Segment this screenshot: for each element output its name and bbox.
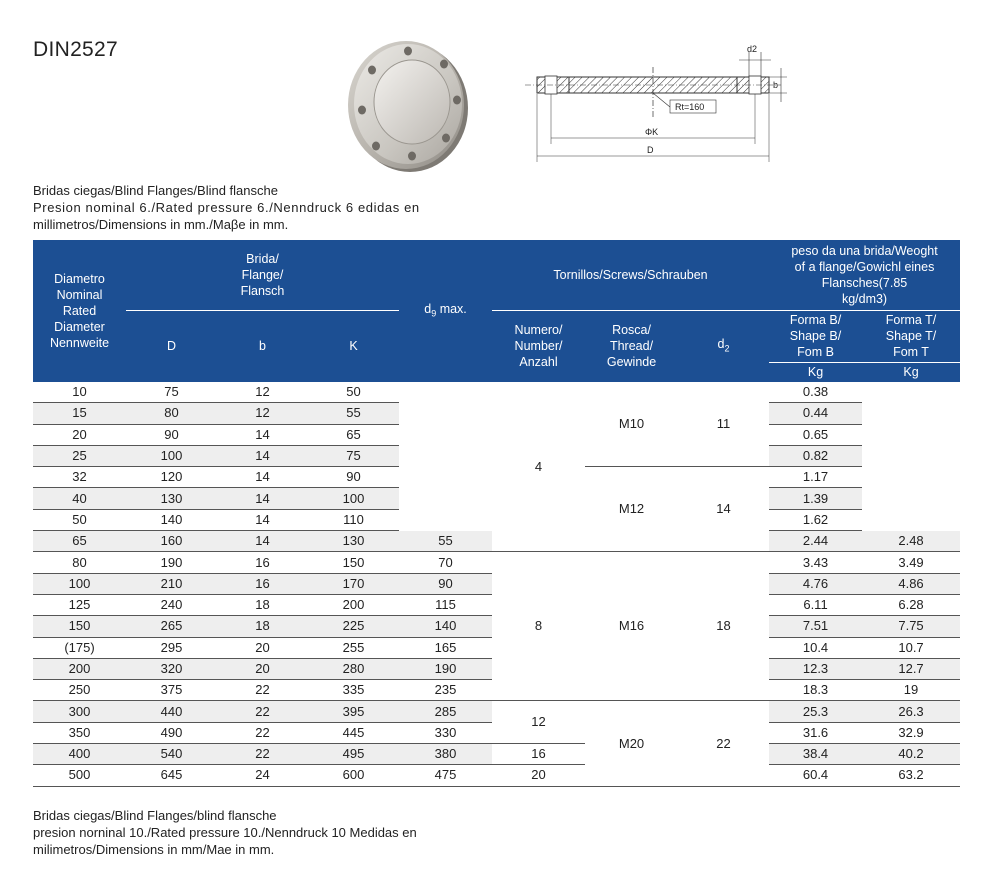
cell-d9: 55 (399, 531, 492, 552)
cell-d2: 11 (678, 382, 769, 467)
header-line: of a flange/Gowichl eines (794, 259, 935, 274)
intro-text-pn10 (33, 807, 453, 858)
cell-weight-b: 1.17 (769, 467, 862, 488)
cell-D: 210 (126, 573, 217, 594)
cell-b: 14 (217, 509, 308, 530)
cell-b: 14 (217, 424, 308, 445)
cell-dn: 200 (33, 658, 126, 679)
header-kg-t: Kg (862, 362, 960, 382)
intro-line: milimetros/Dimensions in mm/Mae in mm. (33, 842, 275, 857)
cell-d9: 330 (399, 722, 492, 743)
header-line: Fom B (797, 345, 834, 359)
cell-weight-b: 1.62 (769, 509, 862, 530)
cell-D: 160 (126, 531, 217, 552)
cell-K: 110 (308, 509, 399, 530)
cell-D: 490 (126, 722, 217, 743)
drawing-label-b: b (773, 80, 779, 90)
cell-dn: 250 (33, 680, 126, 701)
drawing-label-d: D (647, 145, 654, 155)
header-line: Rosca/ (612, 323, 651, 338)
cell-d2: 22 (678, 701, 769, 786)
blind-flange-image (340, 38, 470, 173)
cell-K: 150 (308, 552, 399, 573)
cell-b: 16 (217, 552, 308, 573)
header-text: max. (436, 301, 467, 316)
cell-weight-b: 6.11 (769, 594, 862, 615)
cell-weight-b: 0.82 (769, 445, 862, 466)
cell-b: 20 (217, 658, 308, 679)
header-tornillos: Tornillos/Screws/Schrauben (492, 240, 769, 310)
cell-dn: 150 (33, 616, 126, 637)
cell-weight-b: 38.4 (769, 744, 862, 765)
cell-b: 22 (217, 680, 308, 701)
cell-weight-b: 60.4 (769, 765, 862, 786)
cell-d9: 115 (399, 594, 492, 615)
cell-weight-t: 40.2 (862, 744, 960, 765)
cell-weight-b: 10.4 (769, 637, 862, 658)
cell-b: 16 (217, 573, 308, 594)
intro-line: presion norninal 10./Rated pressure 10./Nenndruck 10 Medidas en (33, 825, 417, 840)
cell-b: 22 (217, 744, 308, 765)
table-row (33, 701, 960, 722)
flange-cross-section-drawing (525, 42, 795, 167)
cell-b: 14 (217, 445, 308, 466)
cell-weight-t: 6.28 (862, 594, 960, 615)
cell-b: 22 (217, 722, 308, 743)
cell-K: 255 (308, 637, 399, 658)
cell-dn: 20 (33, 424, 126, 445)
cell-d9: 190 (399, 658, 492, 679)
header-forma-b (769, 310, 862, 362)
cell-dn: 50 (33, 509, 126, 530)
header-line: peso da una brida/Weoght (791, 243, 938, 258)
cell-dn: 125 (33, 594, 126, 615)
cell-D: 120 (126, 467, 217, 488)
cell-dn: 300 (33, 701, 126, 722)
header-forma-t (862, 310, 960, 362)
cell-D: 240 (126, 594, 217, 615)
cell-D: 375 (126, 680, 217, 701)
header-text: d (424, 301, 432, 316)
cell-D: 75 (126, 382, 217, 403)
cell-b: 18 (217, 616, 308, 637)
cell-screw-number: 8 (492, 552, 585, 701)
cell-D: 320 (126, 658, 217, 679)
cell-b: 14 (217, 531, 308, 552)
table-row (33, 382, 960, 403)
header-line: Flange/ (241, 267, 284, 282)
intro-text-pn6 (33, 182, 453, 233)
cell-D: 540 (126, 744, 217, 765)
intro-line: Bridas ciegas/Blind Flanges/blind flansche (33, 808, 277, 823)
cell-K: 445 (308, 722, 399, 743)
cell-thread: M16 (585, 552, 678, 701)
cell-D: 440 (126, 701, 217, 722)
header-numero (492, 310, 585, 382)
cell-K: 495 (308, 744, 399, 765)
cell-b: 14 (217, 488, 308, 509)
cell-K: 280 (308, 658, 399, 679)
cell-thread: M12 (585, 467, 678, 552)
header-d9 (399, 240, 492, 382)
cell-weight-b: 12.3 (769, 658, 862, 679)
cell-d9: 70 (399, 552, 492, 573)
cell-weight-b: 25.3 (769, 701, 862, 722)
din2527-dimension-table (33, 240, 960, 787)
header-line: Diametro (54, 272, 105, 286)
cell-weight-b: 31.6 (769, 722, 862, 743)
cell-weight-t: 4.86 (862, 573, 960, 594)
cell-weight-t: 3.49 (862, 552, 960, 573)
header-line: Anzahl (519, 355, 558, 370)
cell-D: 645 (126, 765, 217, 786)
header-col-b: b (217, 310, 308, 382)
table-row (33, 744, 960, 765)
cell-D: 295 (126, 637, 217, 658)
cell-D: 140 (126, 509, 217, 530)
cell-dn: (175) (33, 637, 126, 658)
header-line: Forma B/ (789, 313, 842, 327)
cell-K: 335 (308, 680, 399, 701)
cell-dn: 400 (33, 744, 126, 765)
cell-weight-b: 2.44 (769, 531, 862, 552)
cell-b: 12 (217, 382, 308, 403)
cell-D: 100 (126, 445, 217, 466)
cell-K: 55 (308, 403, 399, 424)
intro-line: Presion nominal 6./Rated pressure 6./Nenndruck 6 edidas en (33, 200, 420, 215)
cell-weight-b: 3.43 (769, 552, 862, 573)
header-line: Flansches(7.85 (821, 275, 908, 290)
cell-thread: M10 (585, 382, 678, 467)
table-row (33, 765, 960, 786)
header-line: Thread/ (609, 339, 654, 354)
cell-K: 90 (308, 467, 399, 488)
header-rosca (585, 310, 678, 382)
header-brida (126, 240, 399, 310)
cell-dn: 100 (33, 573, 126, 594)
cell-d9: 475 (399, 765, 492, 786)
cell-d9: 140 (399, 616, 492, 637)
header-line: Brida/ (246, 251, 279, 266)
cell-b: 18 (217, 594, 308, 615)
cell-dn: 32 (33, 467, 126, 488)
cell-D: 80 (126, 403, 217, 424)
cell-K: 75 (308, 445, 399, 466)
cell-weight-b: 18.3 (769, 680, 862, 701)
intro-line: Bridas ciegas/Blind Flanges/Blind flansche (33, 183, 278, 198)
cell-weight-b: 4.76 (769, 573, 862, 594)
cell-weight-b: 0.65 (769, 424, 862, 445)
cell-d9: 90 (399, 573, 492, 594)
header-line: Rated (62, 304, 97, 318)
cell-K: 395 (308, 701, 399, 722)
cell-dn: 500 (33, 765, 126, 786)
cell-b: 24 (217, 765, 308, 786)
cell-screw-number: 4 (492, 382, 585, 552)
page-title: DIN2527 (33, 38, 118, 61)
cell-D: 190 (126, 552, 217, 573)
header-line: Flansch (240, 283, 285, 298)
header-line: Number/ (514, 339, 563, 354)
cell-weight-t: 32.9 (862, 722, 960, 743)
cell-dn: 40 (33, 488, 126, 509)
header-line: Shape B/ (789, 329, 842, 343)
header-col-K: K (308, 310, 399, 382)
cell-K: 170 (308, 573, 399, 594)
header-sub: 2 (724, 343, 730, 354)
header-line: Nennweite (49, 336, 110, 350)
header-line: Gewinde (606, 355, 657, 370)
cell-dn: 10 (33, 382, 126, 403)
cell-dn: 65 (33, 531, 126, 552)
cell-weight-t: 26.3 (862, 701, 960, 722)
cell-d9: 380 (399, 744, 492, 765)
header-kg-b: Kg (769, 362, 862, 382)
cell-weight-b: 1.39 (769, 488, 862, 509)
cell-weight-t: 63.2 (862, 765, 960, 786)
header-col-D: D (126, 310, 217, 382)
cell-dn: 350 (33, 722, 126, 743)
cell-b: 22 (217, 701, 308, 722)
cell-weight-b: 0.38 (769, 382, 862, 403)
header-line: Numero/ (514, 323, 563, 338)
cell-weight-t: 12.7 (862, 658, 960, 679)
cell-K: 225 (308, 616, 399, 637)
cell-d9: 235 (399, 680, 492, 701)
drawing-label-rt: Rt=160 (675, 102, 705, 112)
cell-weight-t: 10.7 (862, 637, 960, 658)
cell-K: 200 (308, 594, 399, 615)
header-line: Forma T/ (885, 313, 937, 327)
cell-D: 265 (126, 616, 217, 637)
drawing-label-d2: d2 (747, 44, 758, 54)
table-row (33, 552, 960, 573)
cell-weight-b: 7.51 (769, 616, 862, 637)
header-peso (769, 240, 960, 310)
header-line: Shape T/ (885, 329, 937, 343)
cell-b: 14 (217, 467, 308, 488)
header-text: d (717, 337, 725, 351)
cell-dn: 25 (33, 445, 126, 466)
cell-d9-empty (399, 382, 492, 531)
header-line: Diameter (54, 320, 105, 334)
cell-weight-t: 2.48 (862, 531, 960, 552)
cell-thread: M20 (585, 701, 678, 786)
header-line: Nominal (56, 288, 103, 302)
intro-line: millimetros/Dimensions in mm./Maβe in mm. (33, 217, 289, 232)
cell-K: 65 (308, 424, 399, 445)
cell-d2: 18 (678, 552, 769, 701)
cell-K: 130 (308, 531, 399, 552)
header-sub: 9 (431, 308, 437, 319)
cell-screw-number: 16 (492, 744, 585, 765)
cell-d9: 285 (399, 701, 492, 722)
cell-screw-number: 12 (492, 701, 585, 744)
cell-K: 100 (308, 488, 399, 509)
cell-screw-number: 20 (492, 765, 585, 786)
cell-d9: 165 (399, 637, 492, 658)
cell-b: 20 (217, 637, 308, 658)
cell-dn: 80 (33, 552, 126, 573)
cell-D: 130 (126, 488, 217, 509)
cell-weight-b: 0.44 (769, 403, 862, 424)
cell-D: 90 (126, 424, 217, 445)
header-d2 (678, 310, 769, 382)
cell-dn: 15 (33, 403, 126, 424)
cell-b: 12 (217, 403, 308, 424)
cell-weight-t-empty (862, 382, 960, 531)
header-line: Fom T (893, 345, 929, 359)
cell-weight-t: 7.75 (862, 616, 960, 637)
cell-d2: 14 (678, 467, 769, 552)
header-line: kg/dm3) (841, 291, 888, 306)
header-diametro (33, 240, 126, 382)
cell-K: 50 (308, 382, 399, 403)
cell-K: 600 (308, 765, 399, 786)
drawing-label-phik: ΦK (645, 127, 659, 137)
cell-weight-t: 19 (862, 680, 960, 701)
